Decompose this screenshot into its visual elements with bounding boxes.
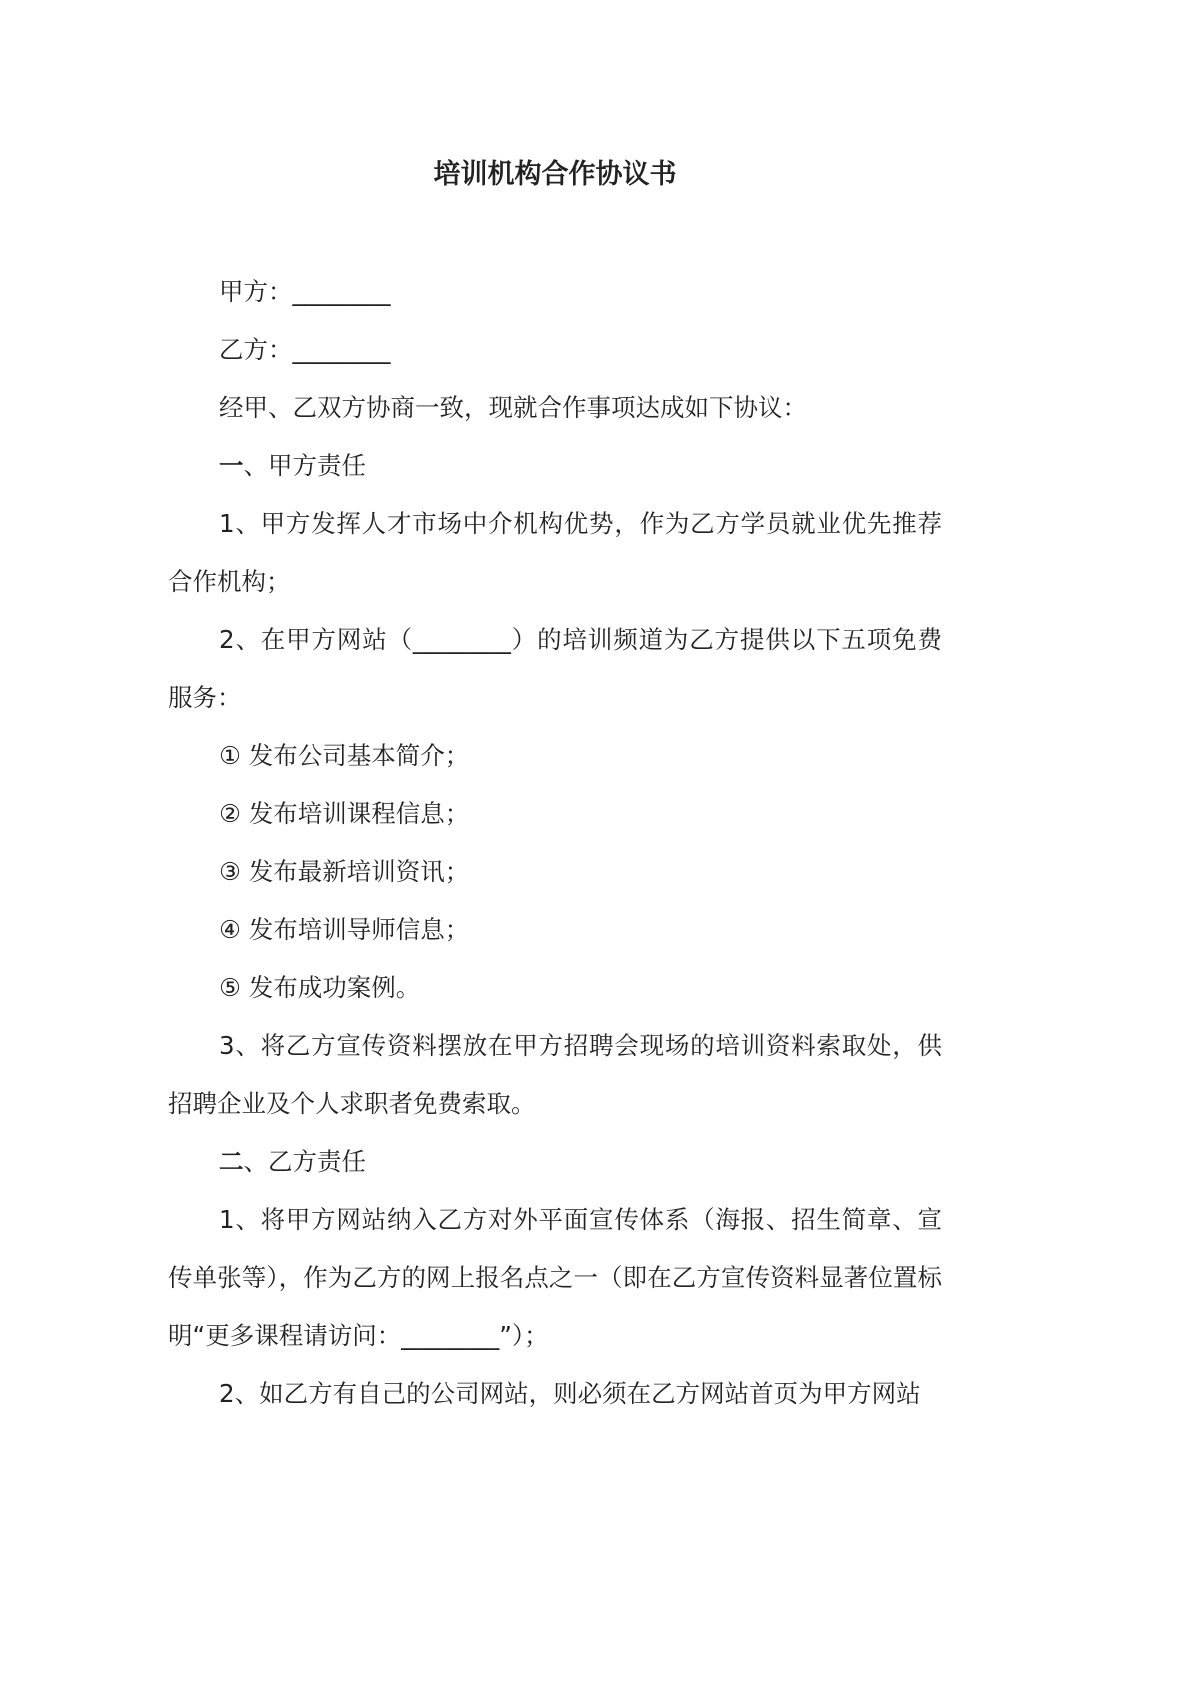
section-1-subitem: ② 发布培训课程信息； — [219, 799, 470, 828]
section-2-heading — [168, 1133, 942, 1191]
section-1-number: 一 — [219, 451, 244, 480]
section-1-item: 3、将乙方宣传资料摆放在甲方招聘会现场的培训资料索取处，供招聘企业及个人求职者免费索取。 — [168, 1031, 942, 1118]
section-1-subitem: ③ 发布最新培训资讯； — [219, 857, 470, 886]
section-1-subitem: ① 发布公司基本简介； — [219, 741, 470, 770]
section-1-heading-text: 、甲方责任 — [243, 451, 366, 480]
document-title: 培训机构合作协议书 — [433, 159, 677, 190]
section-1-subitem: ④ 发布培训导师信息； — [219, 915, 470, 944]
party-a-line: 甲方：________ — [219, 277, 391, 306]
section-2-item: 1、将甲方网站纳入乙方对外平面宣传体系（海报、招生简章、宣传单张等），作为乙方的网上报名点之一（即在乙方宣传资料显著位置标明“更多课程请访问：________”）； — [168, 1205, 942, 1350]
section-2-item: 2、如乙方有自己的公司网站，则必须在乙方网站首页为甲方网站 — [219, 1379, 921, 1408]
section-1-item: 2、在甲方网站（________）的培训频道为乙方提供以下五项免费服务： — [168, 625, 942, 712]
section-2-heading-text: 、乙方责任 — [243, 1147, 366, 1176]
section-2-number: 二 — [219, 1147, 244, 1176]
party-b-line: 乙方：________ — [219, 335, 391, 364]
intro-paragraph: 经甲、乙双方协商一致，现就合作事项达成如下协议： — [219, 393, 807, 422]
section-1-item: 1、甲方发挥人才市场中介机构优势，作为乙方学员就业优先推荐合作机构； — [168, 509, 942, 596]
section-1-heading — [168, 437, 942, 495]
section-1-subitem: ⑤ 发布成功案例。 — [219, 973, 421, 1002]
document-body — [168, 263, 942, 1423]
